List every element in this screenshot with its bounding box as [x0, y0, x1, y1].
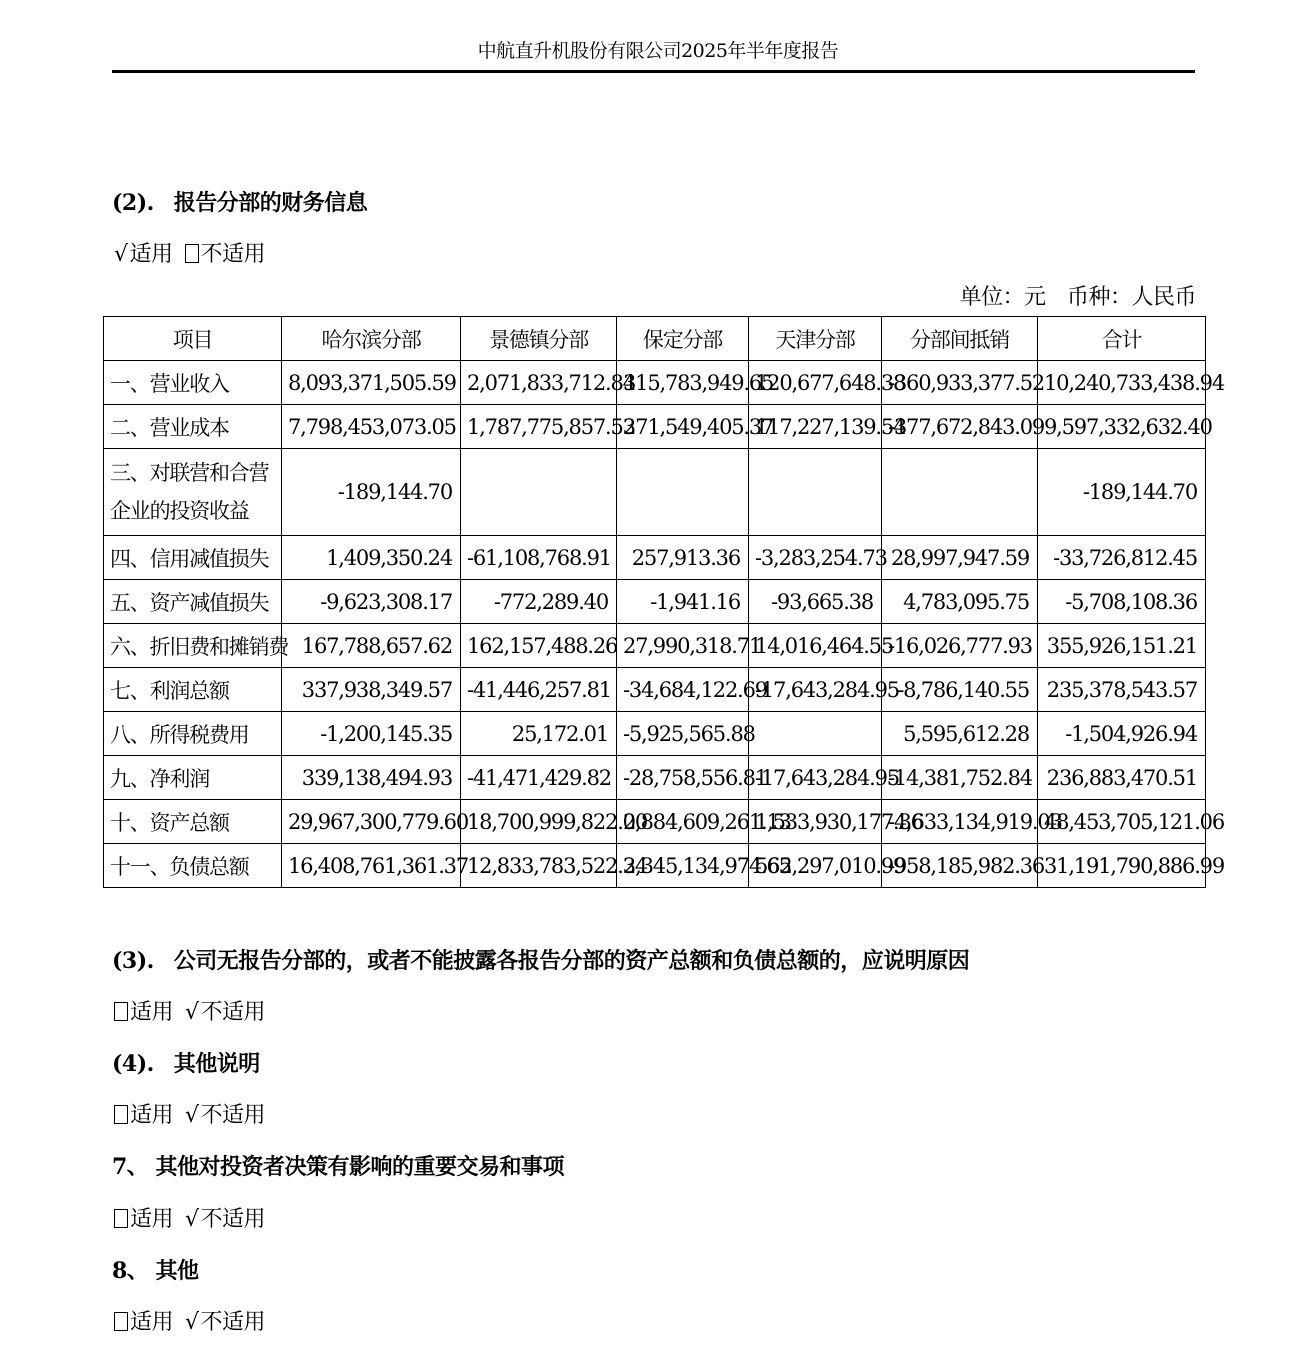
- table-cell: -958,185,982.36: [882, 844, 1038, 888]
- section-2-number: (2).: [112, 190, 154, 216]
- table-row: [104, 844, 1206, 888]
- table-cell: 27,990,318.71: [617, 624, 749, 668]
- column-header: 天津分部: [749, 317, 882, 361]
- section-8-heading: [112, 1254, 198, 1285]
- not-applicable-label: 不适用: [200, 1000, 266, 1025]
- section-7-heading: [112, 1150, 564, 1181]
- table-cell: 12,833,783,522.34: [461, 844, 617, 888]
- table-cell: 2,345,134,974.65: [617, 844, 749, 888]
- applicable-label: 适用: [129, 242, 173, 267]
- section-2-heading: [112, 186, 367, 217]
- section-3-title: 公司无报告分部的，或者不能披露各报告分部的资产总额和负债总额的，应说明原因: [173, 948, 970, 974]
- checkmark-icon: √: [185, 1000, 199, 1025]
- section-4-heading: [112, 1047, 260, 1078]
- not-applicable-label: 不适用: [200, 1310, 266, 1335]
- column-header: 保定分部: [617, 317, 749, 361]
- table-cell: 31,191,790,886.99: [1038, 844, 1206, 888]
- table-cell: -93,665.38: [749, 580, 882, 624]
- table-cell: -41,471,429.82: [461, 756, 617, 800]
- not-applicable-label: 不适用: [200, 1103, 266, 1128]
- table-cell: 236,883,470.51: [1038, 756, 1206, 800]
- table-cell: -14,381,752.84: [882, 756, 1038, 800]
- table-cell: 162,157,488.26: [461, 624, 617, 668]
- section-8-title: 8、 其他: [112, 1258, 199, 1284]
- column-header: 哈尔滨分部: [282, 317, 461, 361]
- table-cell: -5,925,565.88: [617, 712, 749, 756]
- table-cell: 16,408,761,361.37: [282, 844, 461, 888]
- row-label: 一、营业收入: [104, 361, 282, 405]
- table-cell: -9,623,308.17: [282, 580, 461, 624]
- table-cell: 339,138,494.93: [282, 756, 461, 800]
- table-row: [104, 580, 1206, 624]
- not-applicable-label: 不适用: [200, 1207, 266, 1232]
- table-cell: 7,798,453,073.05: [282, 405, 461, 449]
- table-row: [104, 624, 1206, 668]
- section-8-applicability: [114, 1305, 265, 1336]
- empty-checkbox-icon: [185, 244, 199, 263]
- table-header-row: [104, 317, 1206, 361]
- table-cell: -5,708,108.36: [1038, 580, 1206, 624]
- row-label: 三、对联营和合营企业的投资收益: [104, 449, 282, 536]
- table-cell: 315,783,949.65: [617, 361, 749, 405]
- table-row: [104, 449, 1206, 536]
- section-7-title: 7、 其他对投资者决策有影响的重要交易和事项: [112, 1154, 564, 1180]
- applicable-label: 适用: [130, 1000, 174, 1025]
- table-cell: -377,672,843.09: [882, 405, 1038, 449]
- section-4-title: 其他说明: [173, 1051, 260, 1077]
- table-cell: 117,227,139.54: [749, 405, 882, 449]
- table-row: [104, 536, 1206, 580]
- section-2-applicability: [114, 237, 265, 268]
- row-label: 十、资产总额: [104, 800, 282, 844]
- section-3-number: (3).: [112, 948, 154, 974]
- table-row: [104, 668, 1206, 712]
- checkmark-icon: √: [185, 1207, 199, 1232]
- table-cell: 18,700,999,822.00: [461, 800, 617, 844]
- row-label: 五、资产减值损失: [104, 580, 282, 624]
- table-cell: -360,933,377.52: [882, 361, 1038, 405]
- checkmark-icon: √: [114, 242, 128, 267]
- table-cell: 9,597,332,632.40: [1038, 405, 1206, 449]
- table-cell: [882, 449, 1038, 536]
- table-row: [104, 712, 1206, 756]
- row-label: 六、折旧费和摊销费: [104, 624, 282, 668]
- row-label: 七、利润总额: [104, 668, 282, 712]
- table-cell: -8,786,140.55: [882, 668, 1038, 712]
- table-cell: 8,093,371,505.59: [282, 361, 461, 405]
- table-cell: -41,446,257.81: [461, 668, 617, 712]
- table-cell: 25,172.01: [461, 712, 617, 756]
- table-cell: 337,938,349.57: [282, 668, 461, 712]
- row-label: 十一、负债总额: [104, 844, 282, 888]
- column-header: 景德镇分部: [461, 317, 617, 361]
- table-cell: -1,200,145.35: [282, 712, 461, 756]
- table-cell: 14,016,464.55: [749, 624, 882, 668]
- table-cell: -772,289.40: [461, 580, 617, 624]
- section-3-heading: [112, 944, 969, 975]
- empty-checkbox-icon: [114, 1209, 128, 1228]
- table-cell: 235,378,543.57: [1038, 668, 1206, 712]
- table-cell: -3,283,254.73: [749, 536, 882, 580]
- table-cell: -189,144.70: [282, 449, 461, 536]
- unit-note: 单位：元 币种：人民币: [959, 285, 1196, 310]
- table-cell: -1,941.16: [617, 580, 749, 624]
- section-7-applicability: [114, 1202, 265, 1233]
- table-row: [104, 800, 1206, 844]
- not-applicable-label: 不适用: [200, 242, 266, 267]
- table-cell: 1,533,930,177.36: [749, 800, 882, 844]
- table-cell: 120,677,648.38: [749, 361, 882, 405]
- header-rule: [112, 70, 1195, 73]
- applicable-label: 适用: [130, 1310, 174, 1335]
- checkmark-icon: √: [185, 1310, 199, 1335]
- table-cell: 28,997,947.59: [882, 536, 1038, 580]
- column-header: 项目: [104, 317, 282, 361]
- table-row: [104, 756, 1206, 800]
- row-label: 二、营业成本: [104, 405, 282, 449]
- table-cell: -61,108,768.91: [461, 536, 617, 580]
- section-4-applicability: [114, 1098, 265, 1129]
- empty-checkbox-icon: [114, 1105, 128, 1124]
- row-label: 八、所得税费用: [104, 712, 282, 756]
- table-cell: [749, 712, 882, 756]
- table-cell: -17,643,284.95: [749, 756, 882, 800]
- table-cell: 10,240,733,438.94: [1038, 361, 1206, 405]
- row-label: 四、信用减值损失: [104, 536, 282, 580]
- table-cell: 48,453,705,121.06: [1038, 800, 1206, 844]
- table-cell: [749, 449, 882, 536]
- table-cell: -189,144.70: [1038, 449, 1206, 536]
- table-cell: -28,758,556.81: [617, 756, 749, 800]
- table-cell: 355,926,151.21: [1038, 624, 1206, 668]
- table-cell: 167,788,657.62: [282, 624, 461, 668]
- table-cell: 257,913.36: [617, 536, 749, 580]
- page-header-title: 中航直升机股份有限公司2025年半年度报告: [477, 40, 839, 62]
- segment-financial-table: [103, 316, 1224, 888]
- checkmark-icon: √: [185, 1103, 199, 1128]
- table-row: [104, 361, 1206, 405]
- empty-checkbox-icon: [114, 1312, 128, 1331]
- table-cell: 5,595,612.28: [882, 712, 1038, 756]
- table-cell: 2,071,833,712.84: [461, 361, 617, 405]
- table-cell: -16,026,777.93: [882, 624, 1038, 668]
- applicable-label: 适用: [130, 1207, 174, 1232]
- table-cell: -17,643,284.95: [749, 668, 882, 712]
- empty-checkbox-icon: [114, 1002, 128, 1021]
- table-cell: 271,549,405.37: [617, 405, 749, 449]
- table-cell: 29,967,300,779.60: [282, 800, 461, 844]
- table-cell: -4,633,134,919.03: [882, 800, 1038, 844]
- section-2-title: 报告分部的财务信息: [173, 190, 368, 216]
- table-cell: 4,783,095.75: [882, 580, 1038, 624]
- section-4-number: (4).: [112, 1051, 154, 1077]
- column-header: 分部间抵销: [882, 317, 1038, 361]
- table-cell: 562,297,010.99: [749, 844, 882, 888]
- column-header: 合计: [1038, 317, 1206, 361]
- table-row: [104, 405, 1206, 449]
- table-cell: 2,884,609,261.13: [617, 800, 749, 844]
- table-cell: 1,409,350.24: [282, 536, 461, 580]
- applicable-label: 适用: [130, 1103, 174, 1128]
- table-cell: -1,504,926.94: [1038, 712, 1206, 756]
- table-cell: 1,787,775,857.53: [461, 405, 617, 449]
- table-cell: [461, 449, 617, 536]
- section-3-applicability: [114, 995, 265, 1026]
- table-cell: [617, 449, 749, 536]
- table-cell: -33,726,812.45: [1038, 536, 1206, 580]
- row-label: 九、净利润: [104, 756, 282, 800]
- table-cell: -34,684,122.69: [617, 668, 749, 712]
